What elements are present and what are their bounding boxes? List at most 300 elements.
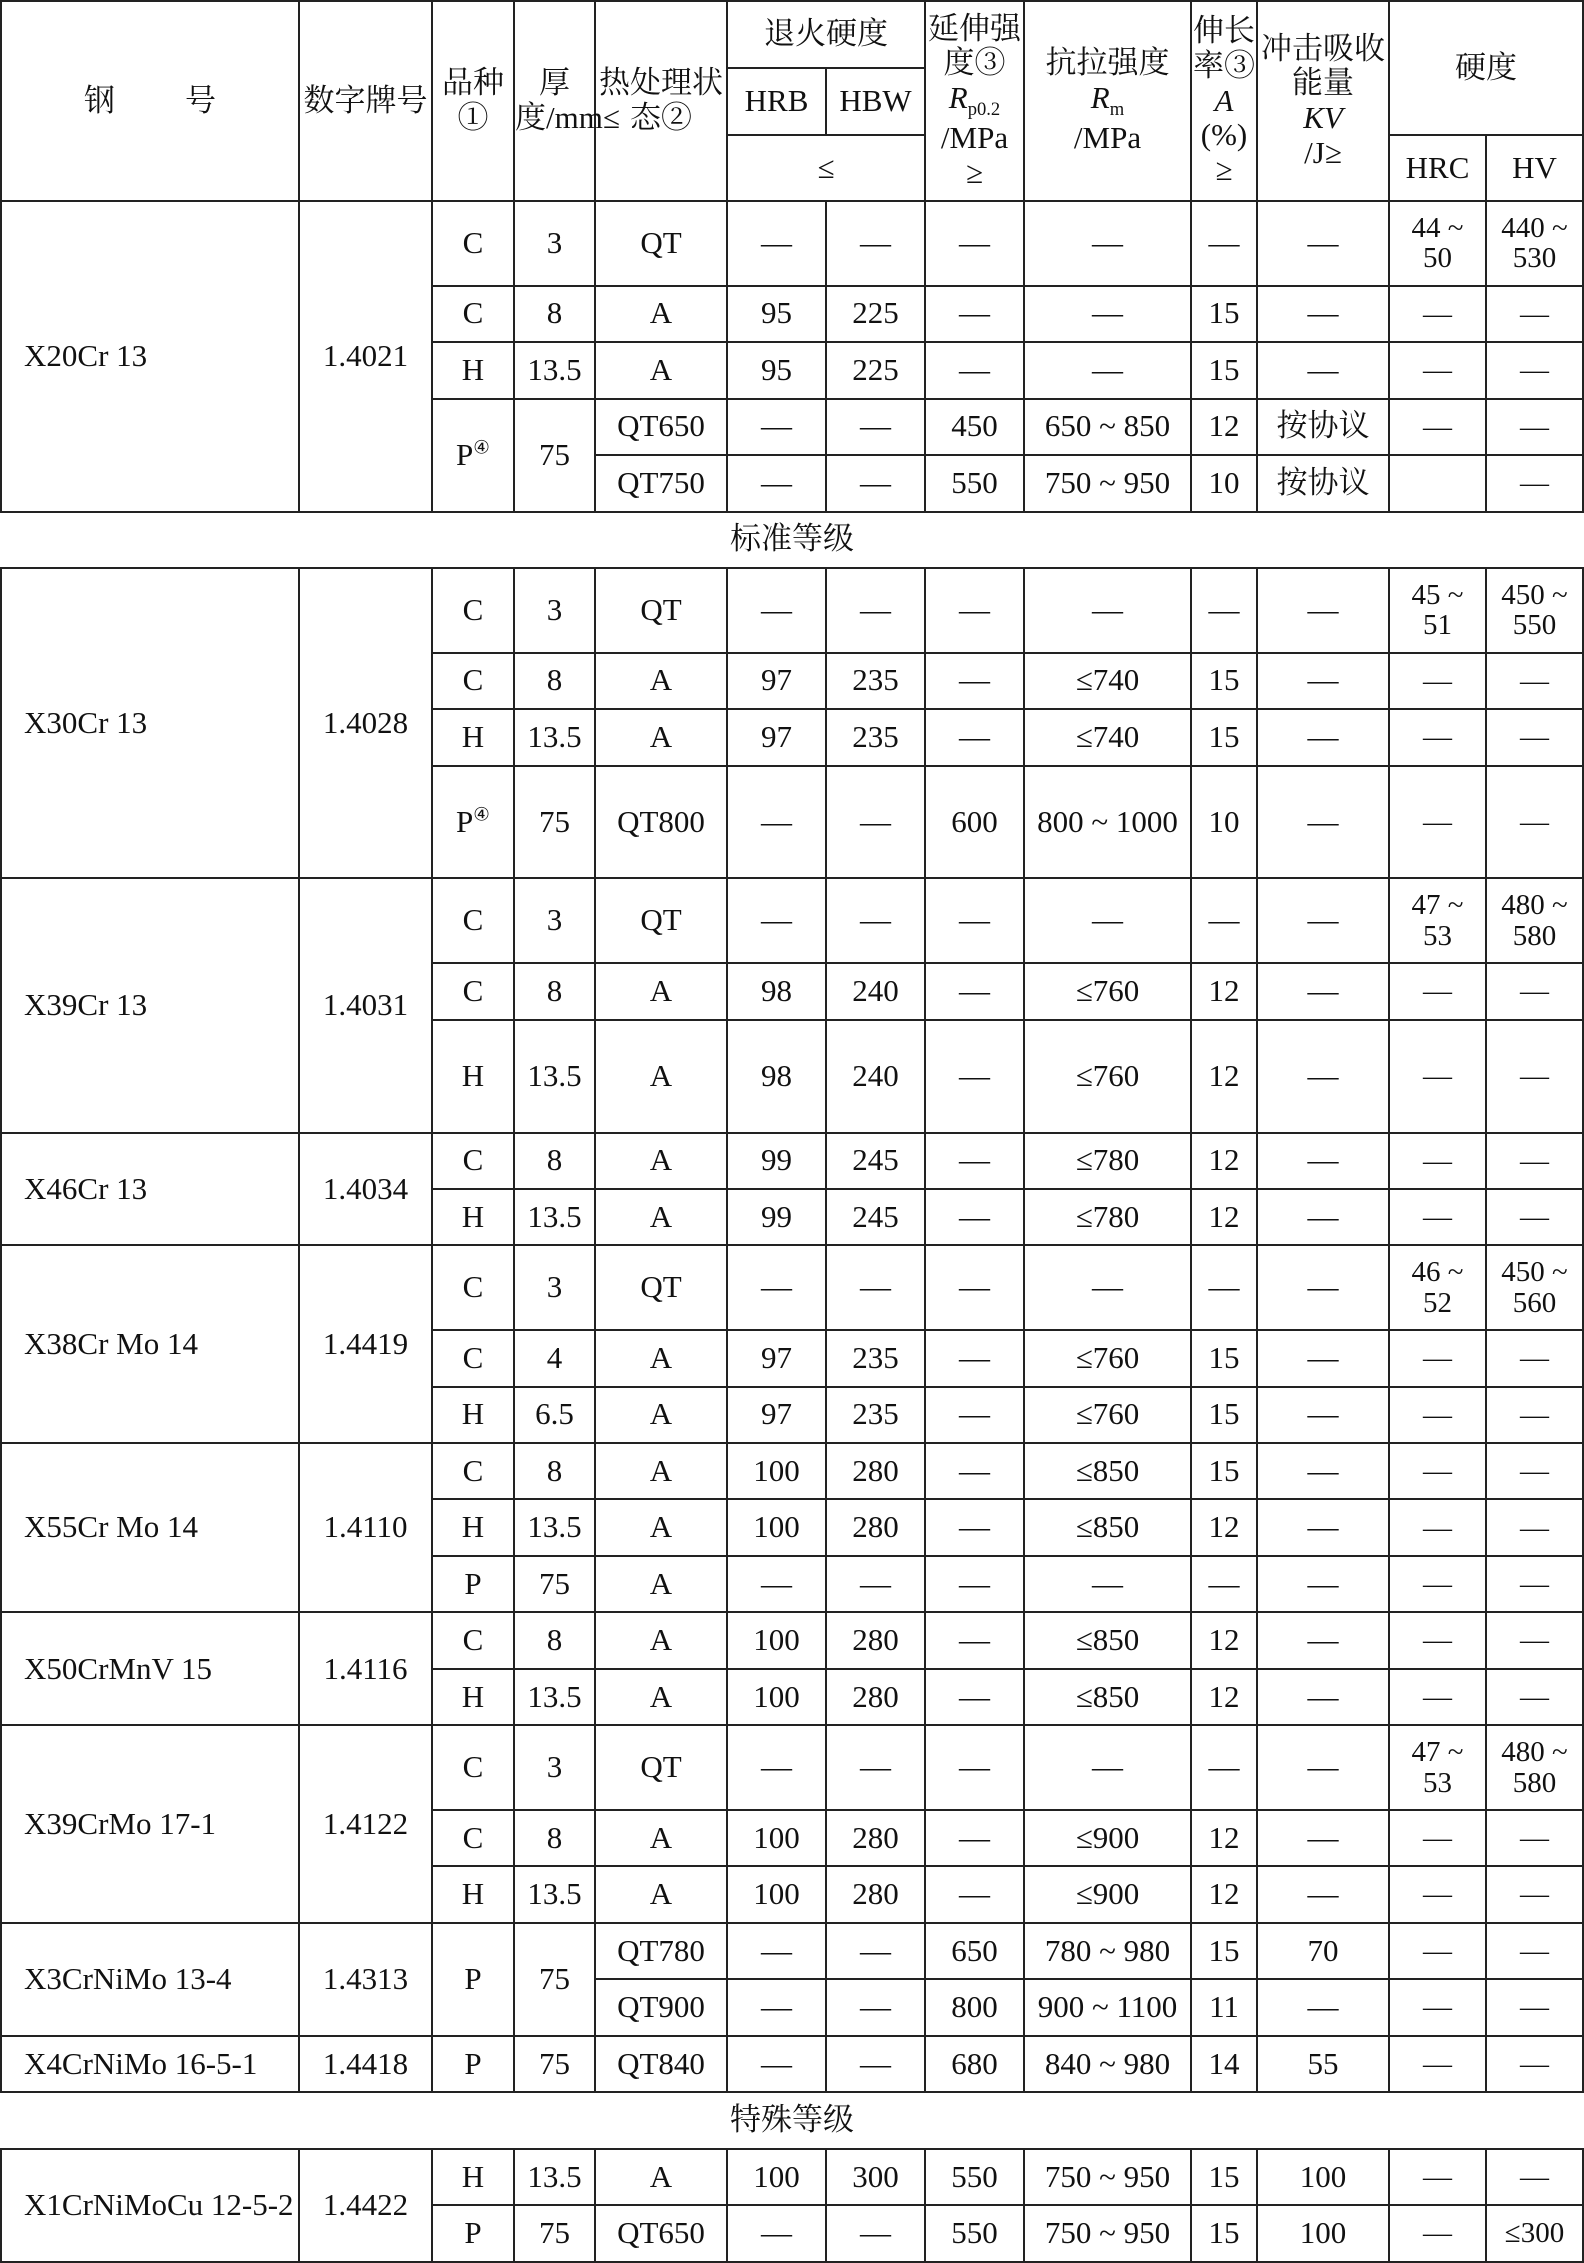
treatment-cell: QT750 [595, 455, 727, 511]
hbw-cell: — [826, 766, 925, 879]
variety-cell: H [432, 1020, 514, 1133]
header-thickness: 厚度/mm≤ [514, 1, 595, 201]
thickness-cell: 8 [514, 963, 595, 1019]
thickness-cell: 3 [514, 1725, 595, 1810]
yield-cell: 680 [925, 2036, 1024, 2092]
hrb-cell: 100 [727, 1612, 826, 1668]
elongation-cell: 15 [1191, 342, 1257, 398]
treatment-cell: A [595, 963, 727, 1019]
thickness-cell: 6.5 [514, 1387, 595, 1443]
hv-cell: — [1486, 1133, 1583, 1189]
hv-cell: — [1486, 399, 1583, 455]
elongation-cell: 12 [1191, 963, 1257, 1019]
elongation-cell: 12 [1191, 1810, 1257, 1866]
treatment-cell: QT900 [595, 1979, 727, 2035]
elong-ge: ≥ [1215, 152, 1233, 188]
thickness-cell: 8 [514, 286, 595, 342]
hrb-cell: — [727, 1556, 826, 1612]
hbw-cell: 280 [826, 1612, 925, 1668]
hrb-cell: — [727, 2205, 826, 2262]
hv-cell: — [1486, 1810, 1583, 1866]
hbw-cell: 245 [826, 1133, 925, 1189]
hv-cell: — [1486, 963, 1583, 1019]
yield-cell: — [925, 201, 1024, 286]
tensile-unit: /MPa [1073, 120, 1142, 155]
variety-cell: P [432, 1556, 514, 1612]
hrc-cell: — [1389, 342, 1486, 398]
hrc-cell: — [1389, 1443, 1486, 1499]
elongation-cell: 15 [1191, 286, 1257, 342]
tensile-symbol: R [1090, 80, 1110, 115]
tensile-cell: ≤780 [1024, 1189, 1191, 1245]
impact-cell: — [1257, 709, 1389, 765]
tensile-cell: ≤760 [1024, 963, 1191, 1019]
thickness-cell: 8 [514, 1133, 595, 1189]
variety-cell: C [432, 1133, 514, 1189]
table-body [1, 201, 1583, 2262]
impact-cell: — [1257, 1612, 1389, 1668]
thickness-cell: 75 [514, 766, 595, 879]
elongation-cell: 15 [1191, 1443, 1257, 1499]
impact-cell: — [1257, 653, 1389, 709]
impact-cell: — [1257, 568, 1389, 653]
hv-cell: — [1486, 1669, 1583, 1725]
section-title: 标准等级 [1, 512, 1583, 568]
table-row [1, 2036, 1583, 2092]
tensile-cell: ≤850 [1024, 1443, 1191, 1499]
number-cell: 1.4418 [299, 2036, 432, 2092]
treatment-cell: QT [595, 878, 727, 963]
hrc-cell [1389, 455, 1486, 511]
hv-cell: 450 ~ 560 [1486, 1245, 1583, 1330]
impact-cell: — [1257, 1979, 1389, 2035]
thickness-cell: 13.5 [514, 2149, 595, 2205]
grade-cell: X39CrMo 17-1 [1, 1725, 299, 1923]
yield-cell: — [925, 1669, 1024, 1725]
thickness-cell: 75 [514, 2205, 595, 2262]
treatment-cell: QT [595, 1245, 727, 1330]
hbw-cell: — [826, 455, 925, 511]
impact-cell: — [1257, 878, 1389, 963]
tensile-cell: 650 ~ 850 [1024, 399, 1191, 455]
elongation-cell: 14 [1191, 2036, 1257, 2092]
treatment-cell: A [595, 1133, 727, 1189]
impact-cell: — [1257, 201, 1389, 286]
hbw-cell: — [826, 1725, 925, 1810]
impact-cell: — [1257, 1387, 1389, 1443]
treatment-cell: A [595, 1189, 727, 1245]
yield-ge: ≥ [965, 154, 983, 190]
yield-cell: 650 [925, 1923, 1024, 1979]
hrc-cell: 46 ~ 52 [1389, 1245, 1486, 1330]
hbw-cell: — [826, 399, 925, 455]
yield-cell: — [925, 1245, 1024, 1330]
treatment-cell: A [595, 1669, 727, 1725]
tensile-cell: ≤740 [1024, 709, 1191, 765]
yield-cell: — [925, 1020, 1024, 1133]
impact-cell: — [1257, 1499, 1389, 1555]
treatment-cell: A [595, 1020, 727, 1133]
tensile-cell: 750 ~ 950 [1024, 2205, 1191, 2262]
hbw-cell: — [826, 1245, 925, 1330]
variety-cell: C [432, 878, 514, 963]
tensile-cell: 840 ~ 980 [1024, 2036, 1191, 2092]
hrb-cell: 97 [727, 709, 826, 765]
thickness-cell: 3 [514, 1245, 595, 1330]
hbw-cell: 235 [826, 1330, 925, 1386]
impact-cell: — [1257, 1330, 1389, 1386]
header-steel: 钢号 [1, 1, 299, 201]
impact-cell: — [1257, 286, 1389, 342]
variety-cell: C [432, 1725, 514, 1810]
number-cell: 1.4034 [299, 1133, 432, 1246]
hrb-cell: — [727, 1245, 826, 1330]
hbw-cell: 280 [826, 1499, 925, 1555]
hv-cell: — [1486, 1499, 1583, 1555]
hv-cell: 440 ~ 530 [1486, 201, 1583, 286]
hv-cell: — [1486, 766, 1583, 879]
yield-cell: — [925, 878, 1024, 963]
treatment-cell: A [595, 1387, 727, 1443]
thickness-cell: 8 [514, 1443, 595, 1499]
yield-cell: — [925, 1499, 1024, 1555]
yield-label: 延伸强度③ [928, 10, 1021, 81]
hbw-cell: 280 [826, 1810, 925, 1866]
treatment-cell: A [595, 2149, 727, 2205]
elongation-cell: 15 [1191, 2205, 1257, 2262]
tensile-cell: ≤760 [1024, 1330, 1191, 1386]
hv-cell: — [1486, 709, 1583, 765]
thickness-cell: 3 [514, 201, 595, 286]
header-hrb: HRB [727, 68, 826, 135]
hbw-cell: 235 [826, 653, 925, 709]
hbw-cell: — [826, 1979, 925, 2035]
hrc-cell: — [1389, 1810, 1486, 1866]
hrb-cell: — [727, 878, 826, 963]
impact-cell: — [1257, 1189, 1389, 1245]
variety-cell: P④ [432, 766, 514, 879]
hbw-cell: — [826, 201, 925, 286]
treatment-cell: A [595, 1612, 727, 1668]
hv-cell: 480 ~ 580 [1486, 878, 1583, 963]
yield-cell: — [925, 709, 1024, 765]
table-row [1, 1443, 1583, 1499]
thickness-cell: 13.5 [514, 1189, 595, 1245]
elong-unit: (%) [1200, 117, 1248, 153]
table-row [1, 201, 1583, 286]
grade-cell: X3CrNiMo 13-4 [1, 1923, 299, 2036]
treatment-cell: A [595, 1810, 727, 1866]
yield-cell: — [925, 963, 1024, 1019]
tensile-cell: ≤850 [1024, 1669, 1191, 1725]
thickness-cell: 4 [514, 1330, 595, 1386]
hrc-cell: — [1389, 1020, 1486, 1133]
hrc-cell: 47 ~ 53 [1389, 1725, 1486, 1810]
number-cell: 1.4122 [299, 1725, 432, 1923]
elongation-cell: 12 [1191, 1189, 1257, 1245]
header-yield [925, 1, 1024, 201]
variety-cell: H [432, 1189, 514, 1245]
header-tensile [1024, 1, 1191, 201]
hbw-cell: 225 [826, 286, 925, 342]
yield-cell: 450 [925, 399, 1024, 455]
number-cell: 1.4419 [299, 1245, 432, 1443]
impact-cell: — [1257, 1556, 1389, 1612]
table-row [1, 878, 1583, 963]
hrc-cell: — [1389, 1189, 1486, 1245]
impact-symbol: KV [1303, 100, 1343, 135]
elongation-cell: — [1191, 568, 1257, 653]
tensile-cell: ≤760 [1024, 1387, 1191, 1443]
hbw-cell: — [826, 1556, 925, 1612]
treatment-cell: QT650 [595, 2205, 727, 2262]
hv-cell: — [1486, 1443, 1583, 1499]
variety-cell: H [432, 1669, 514, 1725]
hv-cell: — [1486, 455, 1583, 511]
hv-cell: — [1486, 653, 1583, 709]
hbw-cell: 280 [826, 1866, 925, 1922]
hv-cell: — [1486, 1189, 1583, 1245]
treatment-cell: A [595, 342, 727, 398]
hrb-cell: 98 [727, 963, 826, 1019]
yield-cell: — [925, 1866, 1024, 1922]
thickness-cell: 8 [514, 1612, 595, 1668]
hv-cell: — [1486, 1387, 1583, 1443]
impact-cell: — [1257, 342, 1389, 398]
hv-cell: 480 ~ 580 [1486, 1725, 1583, 1810]
number-cell: 1.4021 [299, 201, 432, 512]
hv-cell: — [1486, 2036, 1583, 2092]
impact-cell: 100 [1257, 2149, 1389, 2205]
tensile-cell: 750 ~ 950 [1024, 455, 1191, 511]
thickness-cell: 13.5 [514, 1669, 595, 1725]
yield-cell: — [925, 568, 1024, 653]
hrc-cell: 47 ~ 53 [1389, 878, 1486, 963]
section-row [1, 512, 1583, 568]
grade-cell: X55Cr Mo 14 [1, 1443, 299, 1612]
yield-cell: — [925, 1189, 1024, 1245]
hrc-cell: — [1389, 1499, 1486, 1555]
header-treatment: 热处理状态② [595, 1, 727, 201]
impact-cell: 55 [1257, 2036, 1389, 2092]
treatment-cell: A [595, 286, 727, 342]
hrc-cell: — [1389, 709, 1486, 765]
header-anneal-hardness: 退火硬度 [727, 1, 925, 68]
tensile-cell: — [1024, 568, 1191, 653]
tensile-cell: — [1024, 878, 1191, 963]
tensile-cell: — [1024, 1245, 1191, 1330]
elong-symbol: A [1214, 82, 1234, 118]
elongation-cell: — [1191, 1245, 1257, 1330]
treatment-cell: QT650 [595, 399, 727, 455]
header-hbw: HBW [826, 68, 925, 135]
variety-cell: H [432, 1387, 514, 1443]
elong-label: 伸长率③ [1193, 13, 1255, 83]
hv-cell: — [1486, 286, 1583, 342]
yield-cell: — [925, 1443, 1024, 1499]
thickness-cell: 8 [514, 1810, 595, 1866]
grade-cell: X30Cr 13 [1, 568, 299, 879]
header-hrc: HRC [1389, 135, 1486, 201]
tensile-cell: ≤780 [1024, 1133, 1191, 1189]
elongation-cell: 15 [1191, 1387, 1257, 1443]
variety-cell: C [432, 286, 514, 342]
table-row [1, 1133, 1583, 1189]
hrb-cell: — [727, 1725, 826, 1810]
thickness-cell: 75 [514, 2036, 595, 2092]
impact-cell: — [1257, 1133, 1389, 1189]
yield-cell: — [925, 1387, 1024, 1443]
hrc-cell: — [1389, 2205, 1486, 2262]
elongation-cell: 10 [1191, 766, 1257, 879]
hrb-cell: — [727, 568, 826, 653]
variety-cell: C [432, 1245, 514, 1330]
hrc-cell: 45 ~ 51 [1389, 568, 1486, 653]
thickness-cell: 75 [514, 1556, 595, 1612]
variety-cell: C [432, 1330, 514, 1386]
hv-cell: 450 ~ 550 [1486, 568, 1583, 653]
tensile-cell: 900 ~ 1100 [1024, 1979, 1191, 2035]
hrb-cell: — [727, 455, 826, 511]
impact-cell: — [1257, 1810, 1389, 1866]
elongation-cell: — [1191, 1556, 1257, 1612]
thickness-cell: 13.5 [514, 1866, 595, 1922]
elongation-cell: — [1191, 201, 1257, 286]
yield-cell: — [925, 1810, 1024, 1866]
number-cell: 1.4116 [299, 1612, 432, 1725]
variety-cell: H [432, 1866, 514, 1922]
treatment-cell: A [595, 1499, 727, 1555]
header-elongation [1191, 1, 1257, 201]
thickness-cell: 75 [514, 1923, 595, 2036]
variety-cell: C [432, 1612, 514, 1668]
hrc-cell: — [1389, 963, 1486, 1019]
variety-cell: P [432, 2036, 514, 2092]
impact-label: 冲击吸收能量 [1261, 30, 1385, 101]
hrb-cell: — [727, 201, 826, 286]
yield-subscript: p0.2 [967, 99, 1001, 121]
yield-cell: — [925, 1133, 1024, 1189]
hbw-cell: 225 [826, 342, 925, 398]
hrb-cell: 97 [727, 1330, 826, 1386]
hbw-cell: — [826, 1923, 925, 1979]
hv-cell: — [1486, 1330, 1583, 1386]
elongation-cell: 12 [1191, 1499, 1257, 1555]
hrc-cell: — [1389, 1923, 1486, 1979]
variety-cell: P [432, 2205, 514, 2262]
hrc-cell: — [1389, 766, 1486, 879]
grade-cell: X50CrMnV 15 [1, 1612, 299, 1725]
impact-cell: 100 [1257, 2205, 1389, 2262]
variety-cell: P [432, 1923, 514, 2036]
treatment-cell: A [595, 1556, 727, 1612]
number-cell: 1.4422 [299, 2149, 432, 2262]
yield-cell: — [925, 1612, 1024, 1668]
thickness-cell: 13.5 [514, 342, 595, 398]
hv-cell: — [1486, 1866, 1583, 1922]
elongation-cell: 15 [1191, 2149, 1257, 2205]
variety-cell: C [432, 1443, 514, 1499]
hv-cell: — [1486, 1556, 1583, 1612]
elongation-cell: 11 [1191, 1979, 1257, 2035]
variety-cell: C [432, 653, 514, 709]
yield-cell: — [925, 1556, 1024, 1612]
hbw-cell: 240 [826, 1020, 925, 1133]
hrc-cell: — [1389, 2036, 1486, 2092]
tensile-cell: ≤760 [1024, 1020, 1191, 1133]
hbw-cell: 300 [826, 2149, 925, 2205]
hbw-cell: — [826, 568, 925, 653]
yield-cell: 550 [925, 455, 1024, 511]
tensile-cell: ≤740 [1024, 653, 1191, 709]
hrb-cell: 100 [727, 1866, 826, 1922]
tensile-cell: ≤850 [1024, 1612, 1191, 1668]
table-row [1, 568, 1583, 653]
yield-cell: — [925, 653, 1024, 709]
grade-cell: X1CrNiMoCu 12-5-2 [1, 2149, 299, 2262]
elongation-cell: 12 [1191, 1669, 1257, 1725]
treatment-cell: QT840 [595, 2036, 727, 2092]
treatment-cell: QT780 [595, 1923, 727, 1979]
number-cell: 1.4313 [299, 1923, 432, 2036]
elongation-cell: 15 [1191, 653, 1257, 709]
elongation-cell: 12 [1191, 1133, 1257, 1189]
tensile-label: 抗拉强度 [1045, 45, 1170, 81]
hbw-cell: 280 [826, 1669, 925, 1725]
impact-unit: /J≥ [1304, 134, 1342, 170]
yield-symbol: R [948, 80, 968, 115]
hv-cell: — [1486, 1923, 1583, 1979]
tensile-cell: 800 ~ 1000 [1024, 766, 1191, 879]
yield-unit: /MPa [940, 120, 1009, 155]
treatment-cell: A [595, 653, 727, 709]
hv-cell: — [1486, 1979, 1583, 2035]
header-variety: 品种① [432, 1, 514, 201]
thickness-cell: 13.5 [514, 709, 595, 765]
elongation-cell: 15 [1191, 1923, 1257, 1979]
impact-cell: — [1257, 1245, 1389, 1330]
tensile-cell: ≤850 [1024, 1499, 1191, 1555]
hbw-cell: 245 [826, 1189, 925, 1245]
hbw-cell: 235 [826, 709, 925, 765]
impact-cell: — [1257, 1020, 1389, 1133]
hrb-cell: 95 [727, 286, 826, 342]
hrb-cell: — [727, 399, 826, 455]
hbw-cell: — [826, 878, 925, 963]
variety-cell: C [432, 963, 514, 1019]
table-row [1, 1923, 1583, 1979]
grade-cell: X46Cr 13 [1, 1133, 299, 1246]
treatment-cell: QT800 [595, 766, 727, 879]
yield-cell: — [925, 286, 1024, 342]
hv-cell: — [1486, 342, 1583, 398]
treatment-cell: QT [595, 201, 727, 286]
impact-cell: — [1257, 1725, 1389, 1810]
number-cell: 1.4028 [299, 568, 432, 879]
variety-cell: C [432, 201, 514, 286]
hrb-cell: 100 [727, 1810, 826, 1866]
hrb-cell: — [727, 2036, 826, 2092]
variety-cell: C [432, 1810, 514, 1866]
hv-cell: — [1486, 1020, 1583, 1133]
yield-cell: 550 [925, 2149, 1024, 2205]
grade-cell: X38Cr Mo 14 [1, 1245, 299, 1443]
treatment-cell: A [595, 1330, 727, 1386]
tensile-cell: — [1024, 1725, 1191, 1810]
hrc-cell: — [1389, 1387, 1486, 1443]
table-row [1, 1245, 1583, 1330]
grade-cell: X4CrNiMo 16-5-1 [1, 2036, 299, 2092]
